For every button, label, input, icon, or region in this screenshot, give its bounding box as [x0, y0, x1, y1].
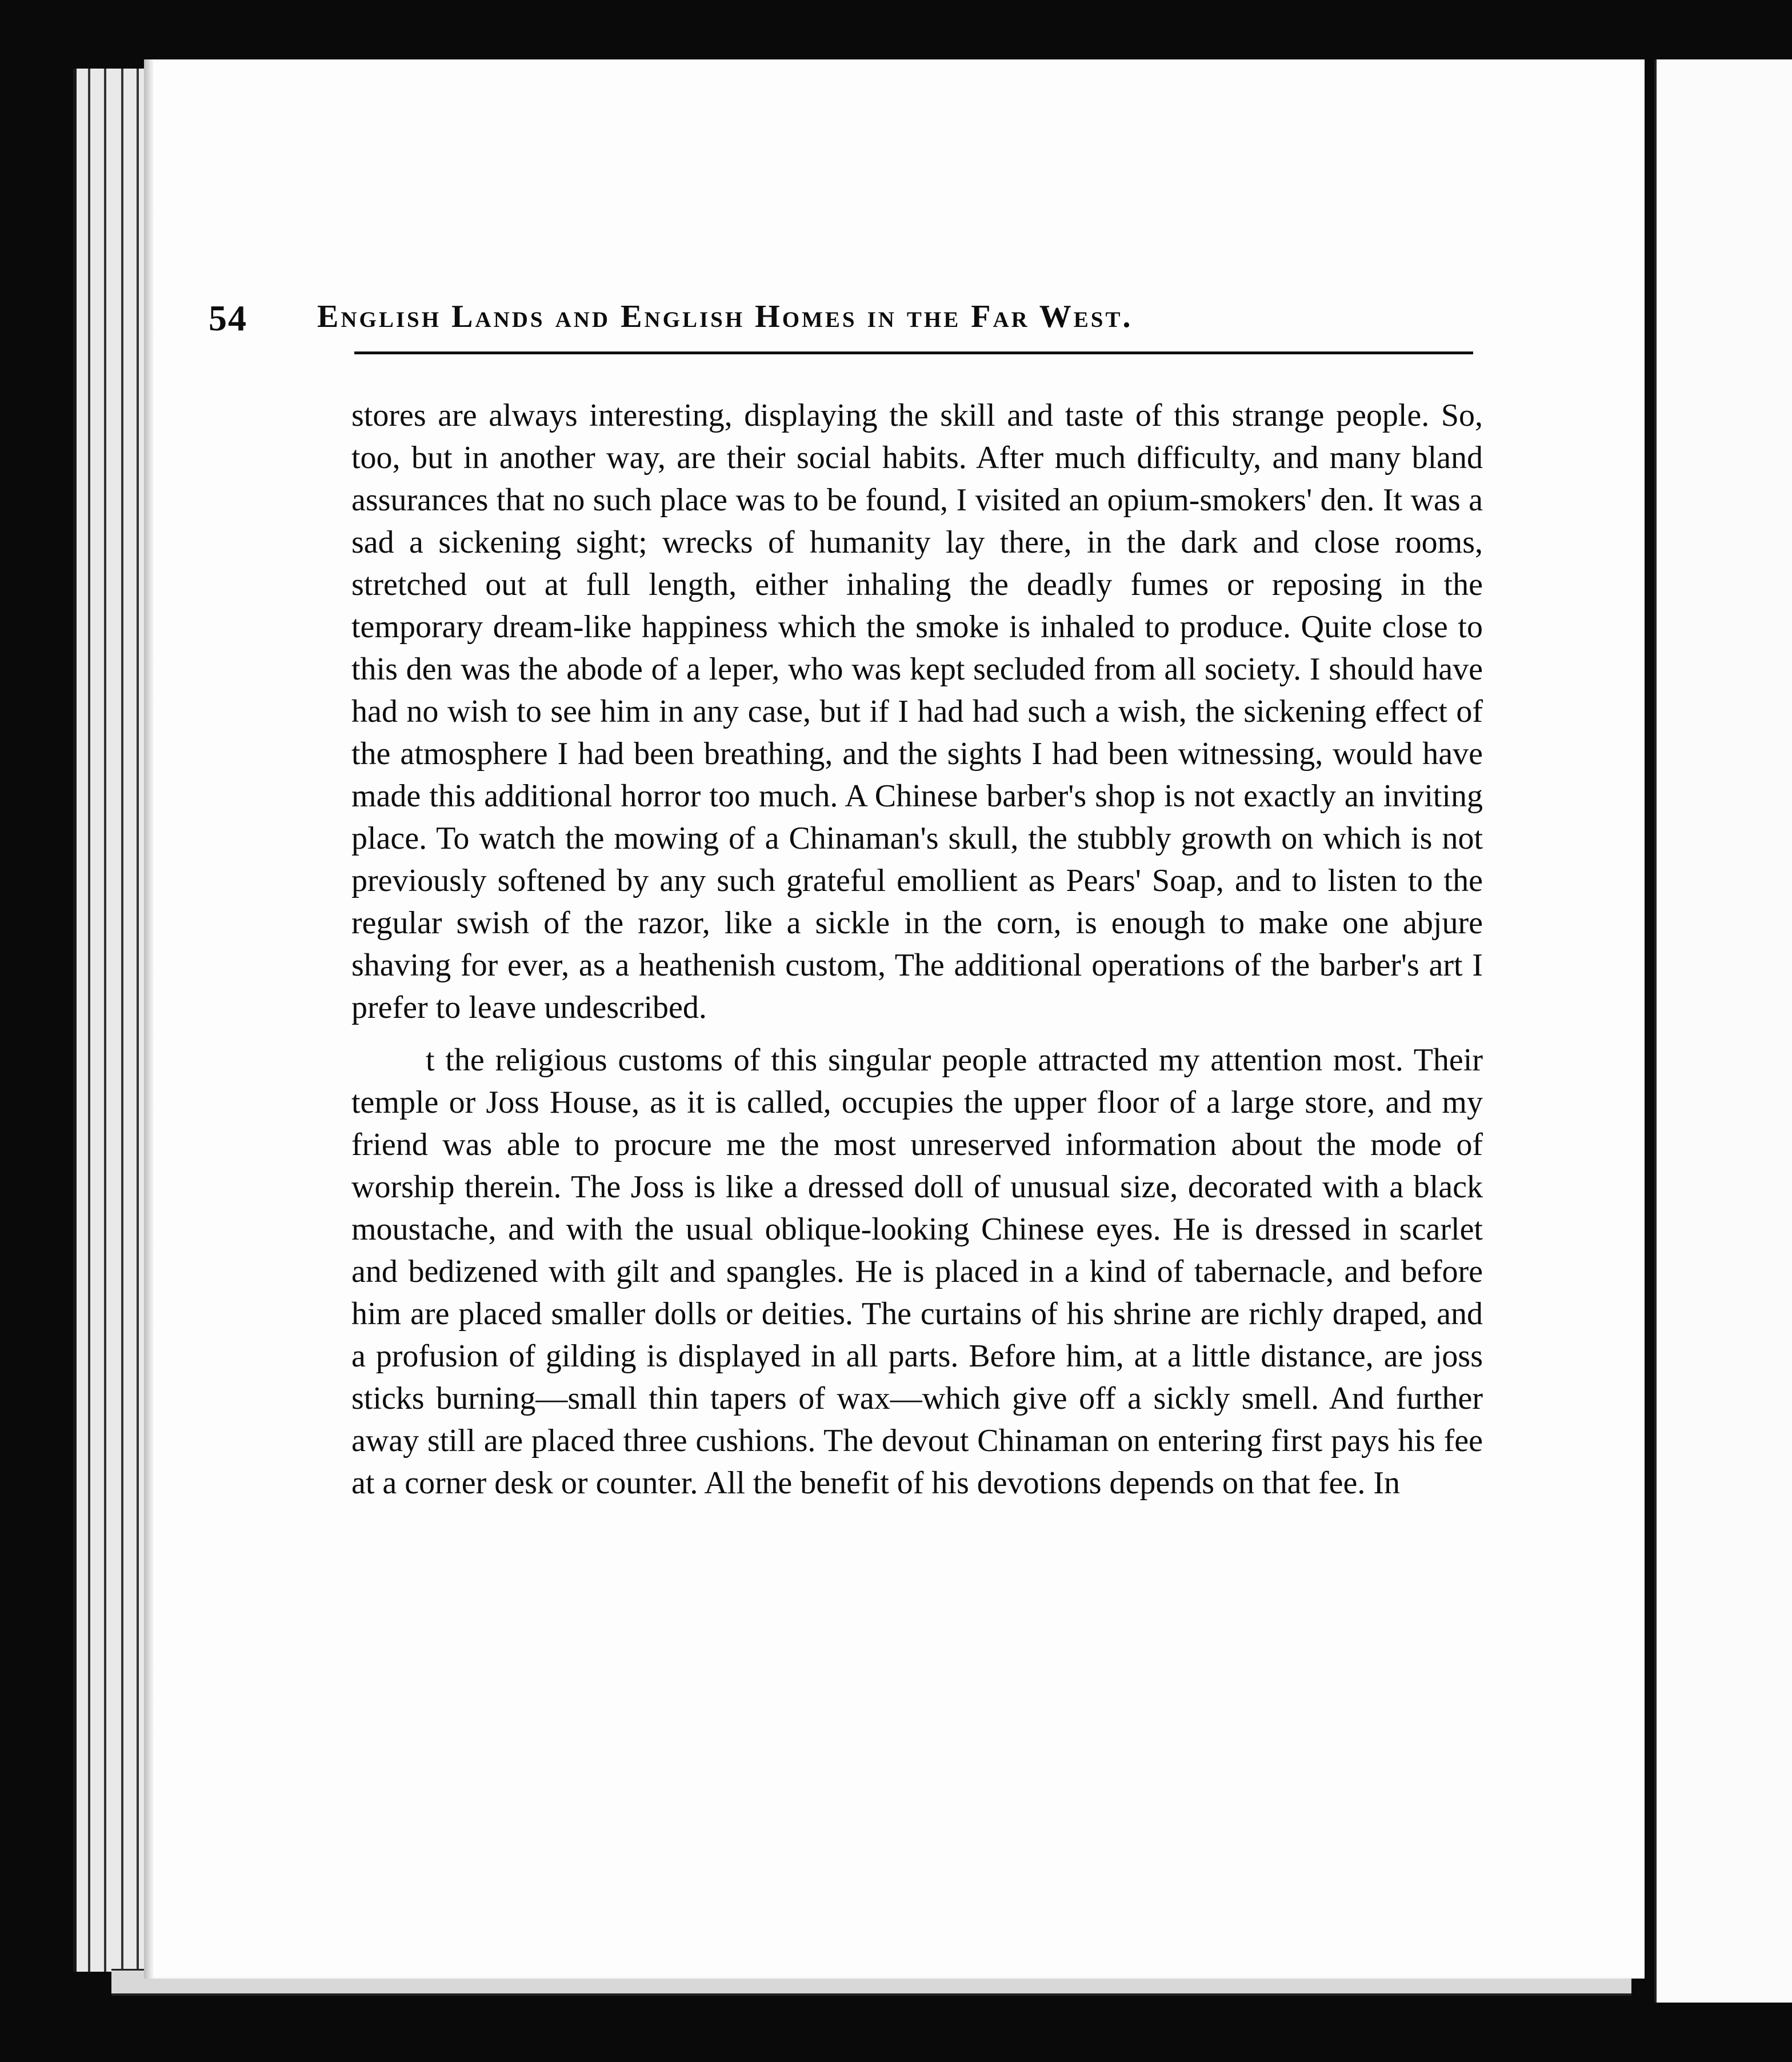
page-edge-line	[104, 69, 106, 1972]
header-rule	[354, 351, 1473, 354]
facing-page-sliver	[1654, 59, 1792, 2003]
page-edge-line	[88, 69, 90, 1972]
gutter-gap	[1645, 51, 1654, 2017]
paragraph-continued: stores are always interesting, displaying the skill and taste of this strange people. So, too, but in another way, are their social habits. After much difficulty, and many bland assurances that no such place was to be found, I visited an opium-smokers' den. It was a sad a sickening sight; wrecks of humanity lay there, in the dark and close rooms, stretched out at full length, either inhaling the deadly fumes or reposing in the temporary dream-like happiness which the smoke is inhaled to produce. Quite close to this den was the abode of a leper, who was kept secluded from all society. I should have had no wish to see him in any case, but if I had had such a wish, the sickening effect of the atmosphere I had been breathing, and the sights I had been witnessing, would have made this additional horror too much. A Chinese barber's shop is not exactly an inviting place. To watch the mowing of a Chinaman's skull, the stubbly growth on which is not previously softened by any such grateful emollient as Pears' Soap, and to listen to the regular swish of the razor, like a sickle in the corn, is enough to make one abjure shaving for ever, as a heathenish custom, The additional operations of the barber's art I prefer to leave undescribed.	[351, 398, 1483, 1025]
paragraph: t the religious customs of this singular people attracted my attention most. Their temple or Joss House, as it is called, occupies the upper floor of a large store, and my friend was able to procure me the most unreserved information about the mode of worship therein. The Joss is like a dressed doll of unusual size, decorated with a black moustache, and with the usual oblique-looking Chinese eyes. He is dressed in scarlet and bedizened with gilt and spangles. He is placed in a kind of tabernacle, and before him are placed smaller dolls or deities. The curtains of his shrine are richly draped, and a profusion of gilding is displayed in all parts. Before him, at a little distance, are joss sticks burning—small thin tapers of wax—which give off a sickly smell. And further away still are placed three cushions. The devout Chinaman on entering first pays his fee at a corner desk or counter. All the benefit of his devotions depends on that fee. In	[351, 1042, 1483, 1501]
running-title: English Lands and English Homes in the Far West.	[317, 299, 1133, 334]
spine-shadow	[144, 59, 154, 1979]
page-edge-line	[137, 69, 139, 1972]
body-text	[351, 394, 1483, 1504]
page-header	[209, 296, 1469, 353]
page-number: 54	[209, 298, 247, 338]
page-edge-line	[121, 69, 123, 1972]
